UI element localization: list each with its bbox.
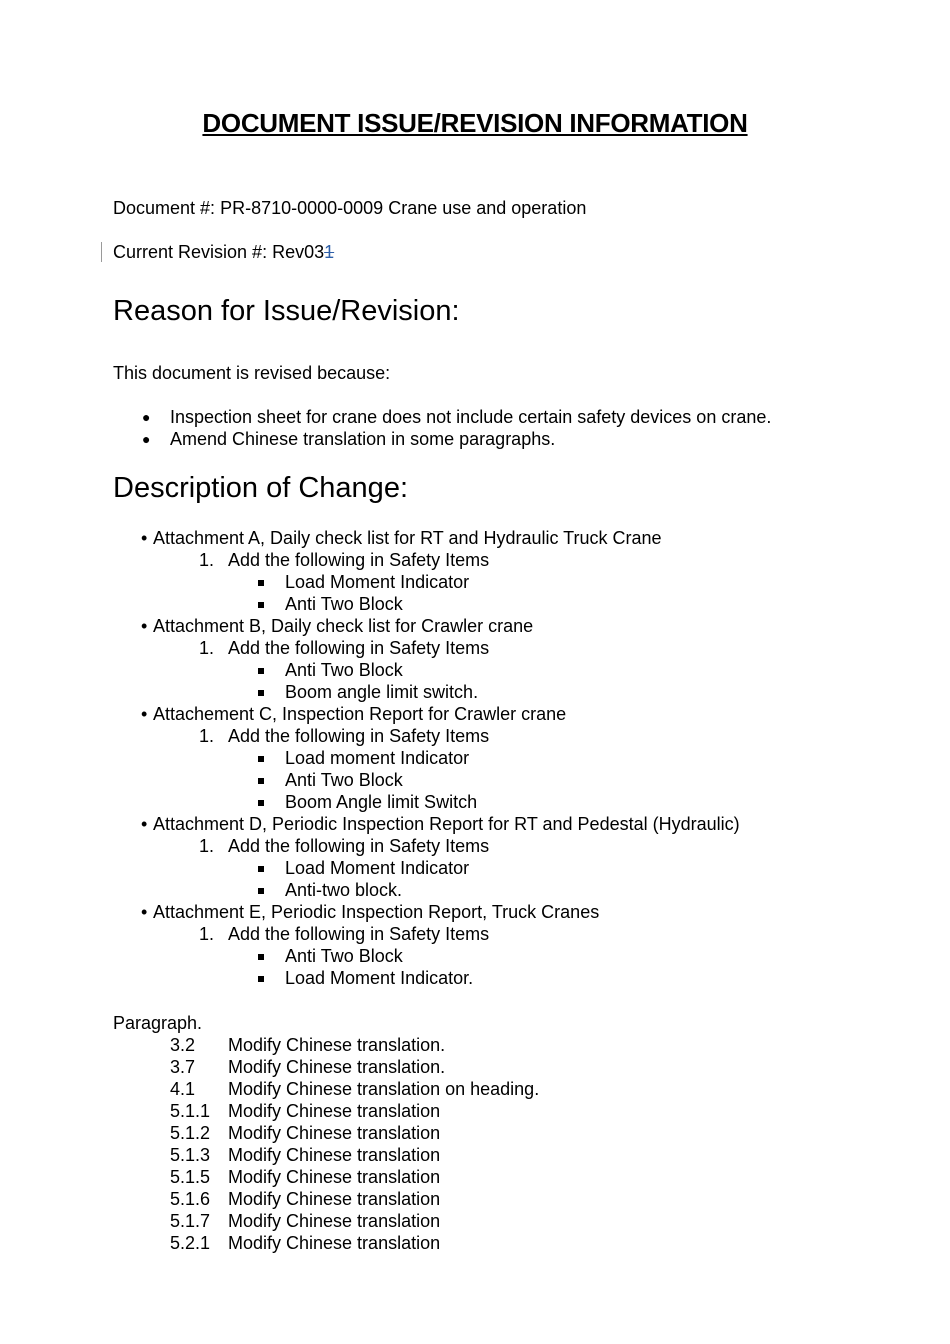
safety-item: Load Moment Indicator. [285,968,474,988]
paragraph-number: 3.2 [170,1035,196,1055]
attachment-label: Attachment B, Daily check list for Crawler crane [153,616,534,636]
square-bullet-icon [258,800,264,806]
attachment-label: Attachment D, Periodic Inspection Report for RT and Pedestal (Hydraulic) [153,814,740,834]
bullet-icon: • [141,528,148,548]
paragraph-number: 5.1.2 [170,1123,211,1143]
square-bullet-icon [258,976,264,982]
step-number: 1. [199,836,215,856]
revision-label: Current Revision #: [113,242,268,262]
square-bullet-icon [258,888,264,894]
paragraph-change: Modify Chinese translation [228,1211,441,1231]
attachment-label: Attachment A, Daily check list for RT and Hydraulic Truck Crane [153,528,662,548]
paragraph-label: Paragraph. [113,1013,203,1033]
step-text: Add the following in Safety Items [228,924,490,944]
reason-intro: This document is revised because: [113,363,391,383]
step-number: 1. [199,638,215,658]
paragraph-change: Modify Chinese translation [228,1123,441,1143]
revision-struck-digit: 1 [324,242,335,262]
safety-item: Boom angle limit switch. [285,682,479,702]
paragraph-number: 5.1.6 [170,1189,211,1209]
paragraph-change: Modify Chinese translation. [228,1035,446,1055]
paragraph-number: 5.1.3 [170,1145,211,1165]
square-bullet-icon [258,690,264,696]
square-bullet-icon [258,668,264,674]
safety-item: Load Moment Indicator [285,858,470,878]
document-number-line [113,198,586,219]
safety-item: Load moment Indicator [285,748,470,768]
document-number-value: PR-8710-0000-0009 Crane use and operation [220,198,587,218]
paragraph-number: 5.1.1 [170,1101,211,1121]
paragraph-change: Modify Chinese translation [228,1167,441,1187]
page-title: DOCUMENT ISSUE/REVISION INFORMATION [202,108,748,138]
step-text: Add the following in Safety Items [228,550,490,570]
paragraph-number: 5.2.1 [170,1233,211,1253]
safety-item: Anti Two Block [285,660,403,680]
paragraph-change: Modify Chinese translation on heading. [228,1079,540,1099]
paragraph-change: Modify Chinese translation [228,1101,441,1121]
step-number: 1. [199,550,215,570]
square-bullet-icon [258,756,264,762]
safety-item: Anti-two block. [285,880,403,900]
paragraph-change: Modify Chinese translation [228,1233,441,1253]
step-text: Add the following in Safety Items [228,836,490,856]
bullet-icon: ● [142,431,151,447]
bullet-icon: • [141,704,148,724]
square-bullet-icon [258,580,264,586]
safety-item: Anti Two Block [285,594,403,614]
step-text: Add the following in Safety Items [228,638,490,658]
bullet-icon: ● [142,409,151,425]
reason-heading: Reason for Issue/Revision: [113,295,460,327]
revision-change-bar [101,242,102,262]
bullet-icon: • [141,902,148,922]
description-heading: Description of Change: [113,472,408,504]
step-number: 1. [199,726,215,746]
square-bullet-icon [258,778,264,784]
paragraph-number: 4.1 [170,1079,196,1099]
document-number-label: Document #: [113,198,216,218]
paragraph-number: 5.1.5 [170,1167,211,1187]
safety-item: Load Moment Indicator [285,572,470,592]
bullet-icon: • [141,814,148,834]
step-text: Add the following in Safety Items [228,726,490,746]
paragraph-number: 3.7 [170,1057,196,1077]
attachment-label: Attachment E, Periodic Inspection Report, Truck Cranes [153,902,600,922]
reason-bullet-2: Amend Chinese translation in some paragraphs. [170,429,556,449]
step-number: 1. [199,924,215,944]
paragraph-number: 5.1.7 [170,1211,211,1231]
attachment-label: Attachement C, Inspection Report for Crawler crane [153,704,567,724]
safety-item: Anti Two Block [285,946,403,966]
square-bullet-icon [258,954,264,960]
safety-item: Boom Angle limit Switch [285,792,478,812]
square-bullet-icon [258,602,264,608]
square-bullet-icon [258,866,264,872]
current-revision-line [113,242,334,263]
safety-item: Anti Two Block [285,770,403,790]
paragraph-change: Modify Chinese translation. [228,1057,446,1077]
paragraph-change: Modify Chinese translation [228,1189,441,1209]
revision-value: Rev03 [272,242,325,262]
reason-bullet-1: Inspection sheet for crane does not include certain safety devices on crane. [170,407,772,427]
paragraph-change: Modify Chinese translation [228,1145,441,1165]
bullet-icon: • [141,616,148,636]
